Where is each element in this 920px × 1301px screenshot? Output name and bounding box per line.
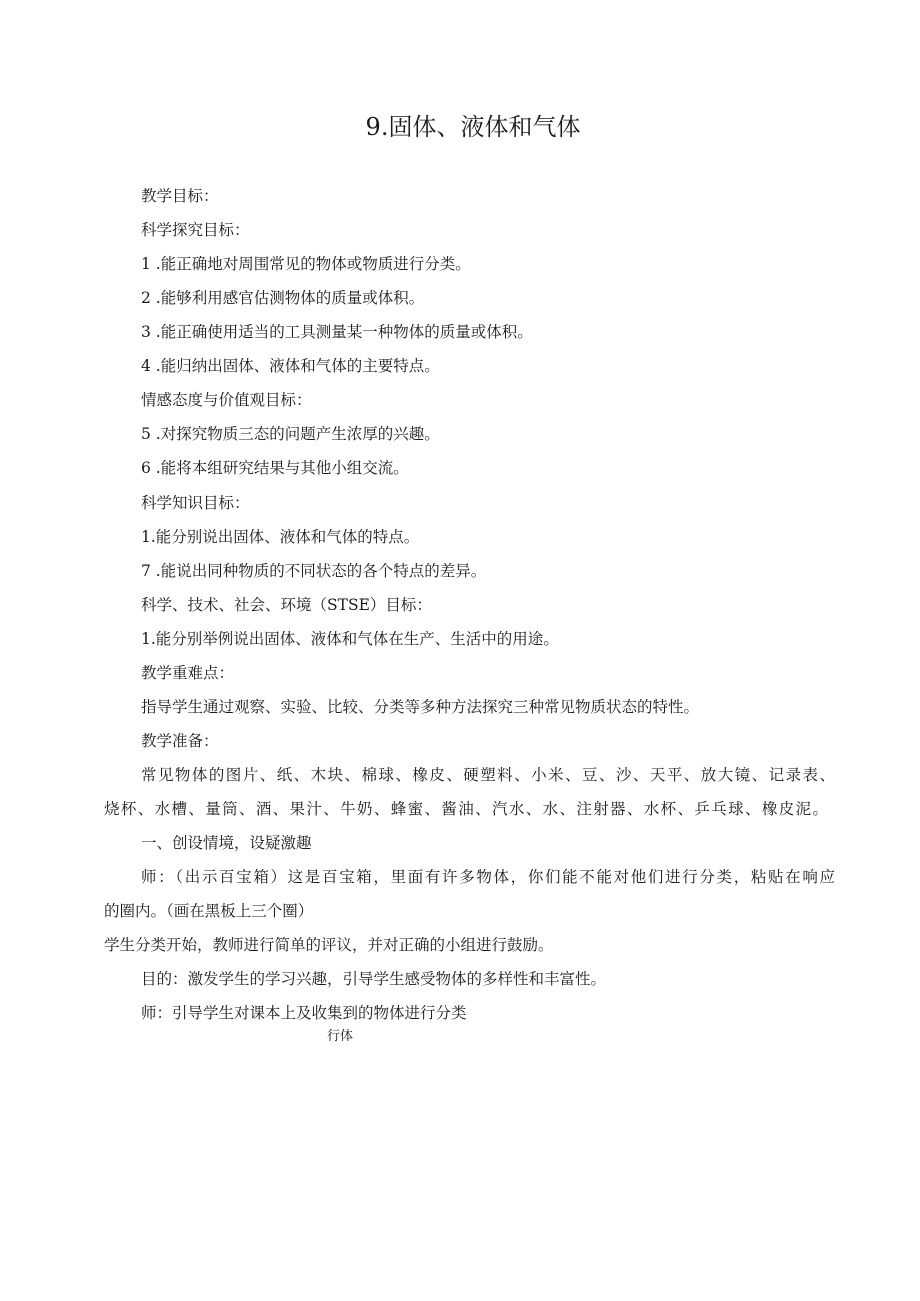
attitude-goals-heading: 情感态度与价值观目标： <box>141 391 312 409</box>
goal-item-1: 1 .能正确地对周围常见的物体或物质进行分类。 <box>141 255 471 273</box>
inquiry-goals-heading: 科学探究目标： <box>141 221 250 239</box>
knowledge-item-7: 7 .能说出同种物质的不同状态的各个特点的差异。 <box>141 562 487 580</box>
stse-goals-heading: 科学、技术、社会、环境（STSE）目标： <box>141 596 432 614</box>
student-activity-text: 学生分类开始，教师进行简单的评议，并对正确的小组进行鼓励。 <box>104 936 554 954</box>
stse-item-1: 1.能分别举例说出固体、液体和气体在生产、生活中的用途。 <box>141 630 559 648</box>
goal-item-3: 3 .能正确使用适当的工具测量某一种物体的质量或体积。 <box>141 323 533 341</box>
preparation-text-line-2: 烧杯、水槽、量筒、酒、果汁、牛奶、蜂蜜、酱油、汽水、水、注射器、水杯、乒乓球、橡皮泥。 <box>104 800 828 818</box>
knowledge-item-1: 1.能分别说出固体、液体和气体的特点。 <box>141 528 420 546</box>
teacher-intro-line-1: 师：（出示百宝箱）这是百宝箱，里面有许多物体，你们能不能对他们进行分类，粘贴在响应 <box>141 868 835 886</box>
preparation-text-line-1: 常见物体的图片、纸、木块、棉球、橡皮、硬塑料、小米、豆、沙、天平、放大镜、记录表、 <box>141 766 835 784</box>
goal-item-6: 6 .能将本组研究结果与其他小组交流。 <box>141 459 409 477</box>
preparation-heading: 教学准备： <box>141 732 219 750</box>
goal-item-4: 4 .能归纳出固体、液体和气体的主要特点。 <box>141 357 440 375</box>
teaching-goals-heading: 教学目标： <box>141 187 219 205</box>
figure-label: 行体 <box>327 1029 354 1044</box>
goal-item-2: 2 .能够利用感官估测物体的质量或体积。 <box>141 289 425 307</box>
section-1-heading: 一、创设情境，设疑激趣 <box>141 834 312 852</box>
knowledge-goals-heading: 科学知识目标： <box>141 494 250 512</box>
key-difficulties-text: 指导学生通过观察、实验、比较、分类等多种方法探究三种常见物质状态的特性。 <box>141 698 700 716</box>
purpose-text: 目的：激发学生的学习兴趣，引导学生感受物体的多样性和丰富性。 <box>141 970 607 988</box>
page-title: 9.固体、液体和气体 <box>365 113 581 141</box>
key-difficulties-heading: 教学重难点： <box>141 664 235 682</box>
teacher-guide-text: 师：引导学生对课本上及收集到的物体进行分类 <box>141 1004 467 1022</box>
goal-item-5: 5 .对探究物质三态的问题产生浓厚的兴趣。 <box>141 425 440 443</box>
teacher-intro-line-2: 的圈内。（画在黑板上三个圈） <box>104 902 314 920</box>
